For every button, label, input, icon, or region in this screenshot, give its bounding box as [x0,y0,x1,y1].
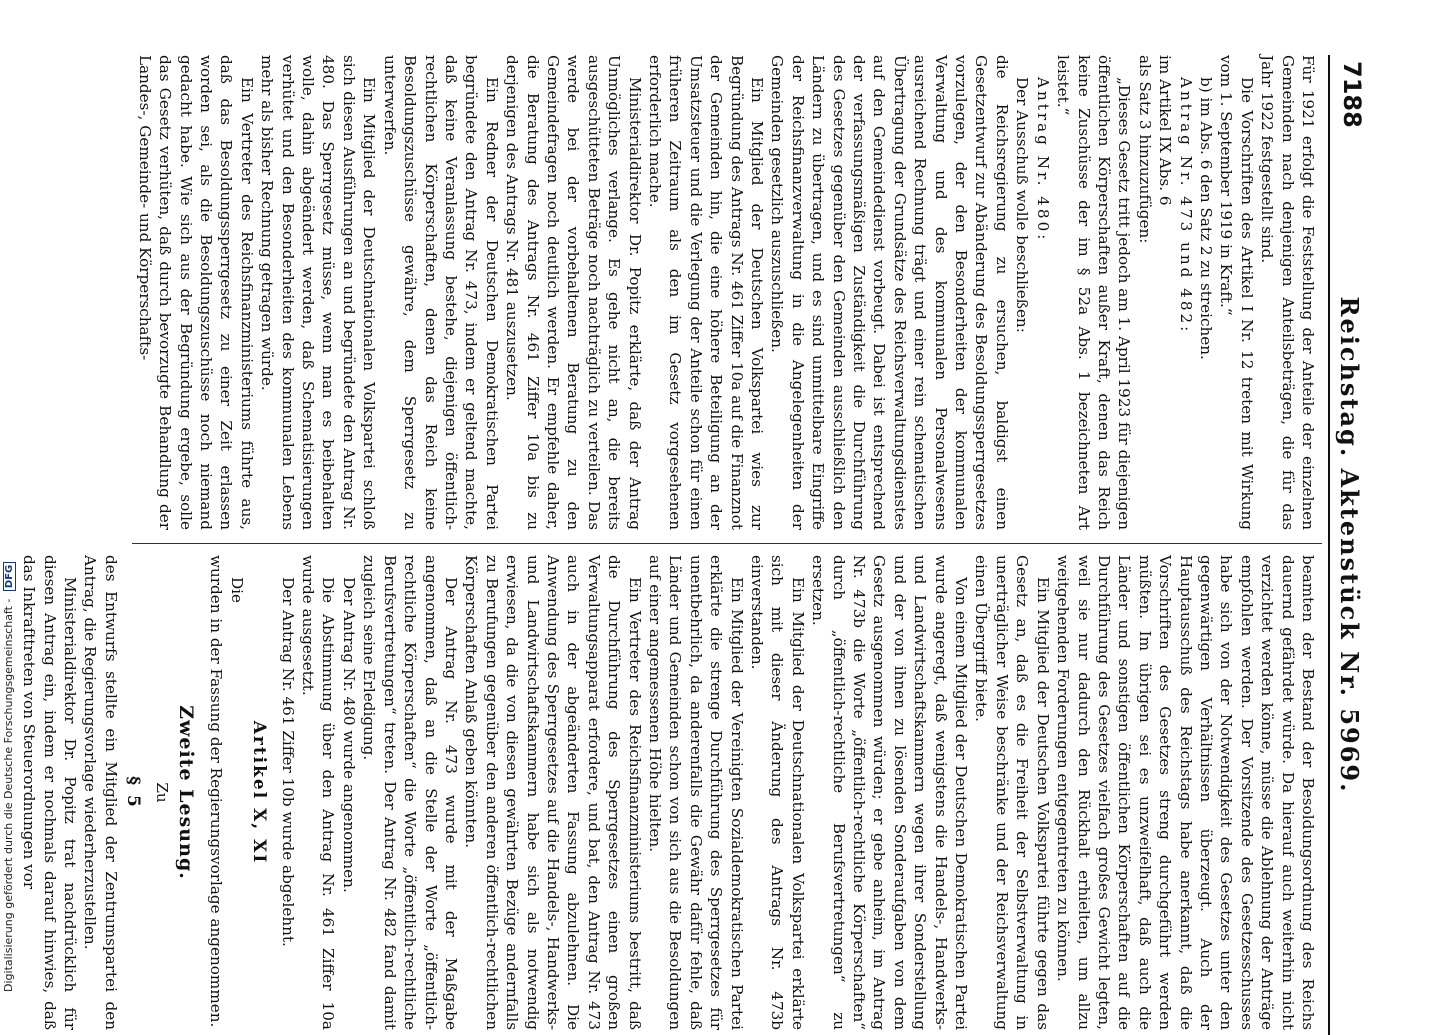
paragraph: Die [227,577,246,604]
credit-text: Digitalisierung gefördert durch die Deutsche Forschungsgemeinschaft - [2,595,15,992]
paragraph: Die Vorschriften des Artikel I Nr. 12 treten mit Wirkung vom 1. September 1919 in Kraft.“ [1217,55,1256,530]
document-page [20,55,1370,1035]
paragraph: Ein Redner der Deutschen Demokratischen Partei begründete den Antrag Nr. 473, indem er geltend machte, daß keine Veranlassung bestehe, diejenigen öffentlich-rechtlichen Körperschaften, denen das Reich keine Besoldungszuschüsse gewähre, dem Sperrgesetz zu unterwerfen. [380,55,501,530]
paragraph: im Artikel IX Abs. 6 [1156,55,1175,206]
dfg-logo: DFG [3,562,16,591]
paragraph: die Reichsregierung zu ersuchen, baldigst einen Gesetzentwurf zur Abänderung des Besoldungssperrgesetzes vorzulegen, der den Besonderheiten der kommunalen Verwaltung und des kommunalen Personalwesens ausreichend Rechnung trägt und einer rein schematischen Übertragung der Grundsätze des Reichsverwaltungsdienstes auf den Gemeindedienst vorbeugt. Dabei ist entsprechend der verfassungsmäßigen Zuständigkeit die Durchführung des Gesetzes gegenüber den Gemeinden ausschließlich den Ländern zu übertragen, und es sind unmittelbare Eingriffe der Reichsfinanzverwaltung in die Angelegenheiten der Gemeinden gesetzlich auszuschließen. [768,55,1011,530]
paragraph: „Dieses Gesetz tritt jedoch am 1. April 1923 für diejenigen öffentlichen Körperschaften außer Kraft, denen das Reich keine Zuschüsse der im § 52a Abs. 1 bezeichneten Art leistet.“ [1054,55,1134,530]
page-number: 7188 [1338,61,1366,128]
paragraph: Ein Vertreter des Reichsfinanzministeriums bestritt, daß die Durchführung des Sperrgesetzes einen großen Verwaltungsapparat erfordere, und bat, den Antrag Nr. 473 auch in der abgeänderten Fassung abzulehnen. Die Anwendung des Sperrgesetzes auf die Handels-, Handwerks- und Landwirtschaftskammern habe sich als notwendig erwiesen, da die von diesen gewährten Bezüge andernfalls zu Berufungen gegenüber den anderen öffentlich-rechtlichen Körperschaften Anlaß geben könnten. [462,555,644,1030]
page-header [1328,55,1370,1035]
paragraph: Der Antrag Nr. 461 Ziffer 10b wurde abgelehnt. [278,577,297,947]
paragraph: Antrag Nr. 473 und 482: [1176,77,1195,335]
paragraph: des Entwurfs stellte ein Mitglied der Zentrumspartei den Antrag, die Regierungsvorlage wiederherzustellen. [81,555,120,1030]
article-heading: § 5 [123,776,144,809]
paragraph: Antrag Nr. 480: [1033,77,1052,243]
paragraph: Der Ausschuß wolle beschließen: [1013,77,1032,333]
paragraph: b) im Abs. 6 den Satz 2 zu streichen. [1196,77,1215,360]
paragraph: Ein Mitglied der Deutschen Volkspartei führte gegen das Gesetz an, daß es die Freiheit der Selbstverwaltung in unerträglicher Weise beschränke und der Reichsverwaltung einen Übergriff biete. [972,555,1052,1030]
right-column [20,555,1318,1030]
paragraph: Ministerialdirektor Dr. Popitz trat nachdrücklich für diesen Antrag ein, indem er nochmals darauf hinwies, daß das Inkrafttreten von Steuerordnungen vor [20,555,80,1030]
paragraph: Der Antrag Nr. 480 wurde angenommen. [339,577,358,893]
paragraph: Zu [152,782,171,803]
article-heading: Artikel X, XI [249,720,270,865]
paragraph: Ein Mitglied der Vereinigten Sozialdemokratischen Partei erklärte die strenge Durchführung des Sperrgesetzes für unentbehrlich, da anderenfalls die Gewähr dafür fehle, daß Länder und Gemeinden schon von sich aus die Besoldungen auf einer angemessenen Höhe hielten. [646,555,746,1030]
column-divider [132,543,1322,544]
paragraph: Ein Mitglied der Deutschnationalen Volkspartei schloß sich diesen Ausführungen an und begründete den Antrag Nr. 480. Das Sperrgesetz müsse, wenn man es beibehalten wolle, dahin abgeändert werden, daß Schematisierungen verhütet und den Besonderheiten des kommunalen Lebens mehr als bisher Rechnung getragen würde. [258,55,379,530]
paragraph: Ein Mitglied der Deutschen Volkspartei wies zur Begründung des Antrags Nr. 461 Ziffer 10a auf die Finanznot der Gemeinden hin, die eine höhere Beteiligung an der Umsatzsteuer und die Verlegung der Anteile schon für einen früheren Zeitraum als den im Gesetz vorgesehenen erforderlich mache. [646,55,767,530]
paragraph: Für 1921 erfolgt die Feststellung der Anteile der einzelnen Gemeinden nach denjenigen Anteilsbeträgen, die für das Jahr 1922 festgestellt sind. [1258,55,1317,530]
paragraph: wurden in der Fassung der Regierungsvorlage angenommen. [207,555,226,1028]
paragraph: Der Antrag Nr. 473 wurde mit der Maßgabe angenommen, daß an die Stelle der Worte „öffentlich-rechtliche Körperschaften“ die Worte „öffentlich-rechtliche Berufsvertretungen“ treten. Der Antrag Nr. 482 fand damit zugleich seine Erledigung. [360,555,460,1030]
paragraph: Ein Mitglied der Deutschnationalen Volkspartei erklärte sich mit dieser Änderung des Antrags Nr. 473b einverstanden. [748,555,807,1030]
section-heading: Zweite Lesung. [175,705,198,880]
paragraph: als Satz 3 hinzuzufügen: [1135,55,1154,244]
paragraph: Ministerialdirektor Dr. Popitz erklärte, daß der Antrag Unmögliches verlange. Es gehe nicht an, die bereits ausgeschütteten Beträge noch nachträglich zu verteilen. Das werde bei der vorbehaltenen Beratung zu den Gemeindefragen noch deutlich werden. Er empfehle daher, die Beratung des Antrags Nr. 461 Ziffer 10a bis zu derjenigen des Antrags Nr. 481 auszusetzen. [503,55,644,530]
paragraph: Ein Vertreter des Reichsfinanzministeriums führte aus, daß das Besoldungssperrgesetz zu einer Zeit erlassen worden sei, als die Besoldungszuschüsse noch niemand gedacht habe. Wie sich aus der Begründung ergebe, solle das Gesetz verhüten, daß durch bevorzugte Behandlung der Landes-, Gemeinde- und Körperschafts- [135,55,256,530]
page-title: Reichstag. Aktenstück Nr. 5969. [1335,296,1364,794]
paragraph: Von einem Mitglied der Deutschen Demokratischen Partei wurde angeregt, daß wenigstens die Handels-, Handwerks- und Landwirtschaftskammern wegen ihrer Sonderstellung und der von ihnen zu lösenden Sonderaufgaben von dem Gesetz ausgenommen würden; er gebe anheim, im Antrag Nr. 473b die Worte „öffentlich-rechtliche Körperschaften“ durch „öffentlich-rechtliche Berufsvertretungen“ zu ersetzen. [809,555,971,1030]
left-column [135,55,1318,530]
digitization-credit [2,562,16,992]
paragraph: beamten der Bestand der Besoldungsordnung des Reichs dauernd gefährdet würde. Da hierauf auch weiterhin nicht verzichtet werden könne, müsse die Ablehnung der Anträge empfohlen werden. Der Vorsitzende des Gesetzesschusses habe sich von der Notwendigkeit des Gesetzes unter den gegenwärtigen Verhältnissen überzeugt. Auch der Hauptausschuß des Reichstags habe anerkannt, daß die Vorschriften des Gesetzes streng durchgeführt werden müßten. Im übrigen sei es unzweifelhaft, daß auch die Länder und sonstigen öffentlichen Körperschaften auf die Durchführung des Gesetzes vielfach großes Gewicht legten, weil sie nur dadurch den Rückhalt erhielten, um allzu weitgehenden Forderungen entgegentreten zu können. [1054,555,1317,1030]
paragraph: Die Abstimmung über den Antrag Nr. 461 Ziffer 10a wurde ausgesetzt. [299,555,338,1030]
